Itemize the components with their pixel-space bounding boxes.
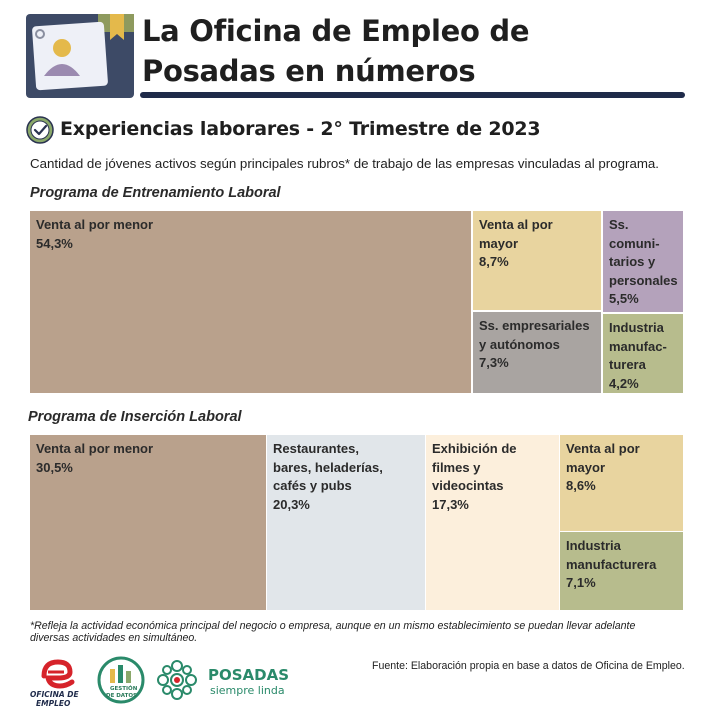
footnote: *Refleja la actividad económica principal del negocio o empresa, aunque en un mismo establecimiento se puedan llevar adelante diversas actividades en simultáneo. [30, 620, 636, 644]
logo-posadas-subtext: siempre linda [210, 684, 285, 697]
tile-value: 20,3% [273, 496, 310, 512]
treemap-tile [30, 435, 266, 610]
tile-value: 7,3% [479, 355, 509, 370]
tile-label: Venta al por mayor [566, 441, 640, 475]
page-title-line-2: Posadas en números [142, 54, 476, 88]
tile-value: 8,7% [479, 254, 509, 269]
section-title: Experiencias laborares - 2° Trimestre de 2023 [60, 118, 541, 140]
source-note: Fuente: Elaboración propia en base a datos de Oficina de Empleo. [372, 660, 685, 672]
tile-value: 7,1% [566, 575, 596, 590]
tile-label: Venta al por menor [36, 217, 154, 232]
logo-oficina-text-2: EMPLEO [36, 699, 71, 708]
page-title-line-1: La Oficina de Empleo de [142, 14, 530, 48]
logo-posadas-text: POSADAS [208, 666, 290, 684]
tile-value: 8,6% [566, 478, 596, 493]
id-card-folder-icon [26, 14, 134, 98]
chart-subtitle: Cantidad de jóvenes activos según principales rubros* de trabajo de las empresas vinculadas al programa. [30, 156, 660, 171]
treemap-title-insercion: Programa de Inserción Laboral [28, 409, 242, 425]
tile-value: 30,5% [36, 459, 73, 475]
treemap-tile [473, 312, 601, 393]
tile-label: Exhibición de filmes y videocintas [432, 441, 517, 493]
treemap-tile [267, 435, 425, 610]
posadas-flower-logo-icon [153, 656, 201, 704]
tile-label: Industria manufac- turera [609, 320, 667, 372]
tile-value: 17,3% [432, 496, 469, 512]
treemap-tile [603, 211, 683, 312]
tile-value: 54,3% [36, 235, 73, 251]
treemap-title-entrenamiento: Programa de Entrenamiento Laboral [30, 185, 281, 201]
logo-gestion-text-1: GESTIÓN [110, 686, 138, 692]
tile-label: Industria manufacturera [566, 538, 657, 572]
treemap-tile [560, 435, 683, 531]
treemap-tile [30, 211, 471, 393]
treemap-tile [426, 435, 559, 610]
tile-value: 4,2% [609, 375, 639, 391]
tile-label: Venta al por mayor [479, 217, 553, 251]
tile-label: Ss. empresariales y autónomos [479, 318, 590, 352]
treemap-tile [560, 532, 683, 610]
logo-gestion-text-2: DE DATOS [106, 693, 138, 699]
treemap-tile [603, 314, 683, 393]
tile-label: Restaurantes, bares, heladerías, cafés y pubs [273, 441, 383, 493]
tile-label: Venta al por menor [36, 441, 154, 456]
tile-value: 5,5% [609, 291, 639, 306]
treemap-tile [473, 211, 601, 310]
tile-label: Ss. comuni- tarios y personales [609, 217, 678, 288]
logo-oficina-text-1: OFICINA DE [30, 690, 79, 699]
title-underline [140, 92, 685, 98]
check-badge-icon [26, 116, 54, 144]
